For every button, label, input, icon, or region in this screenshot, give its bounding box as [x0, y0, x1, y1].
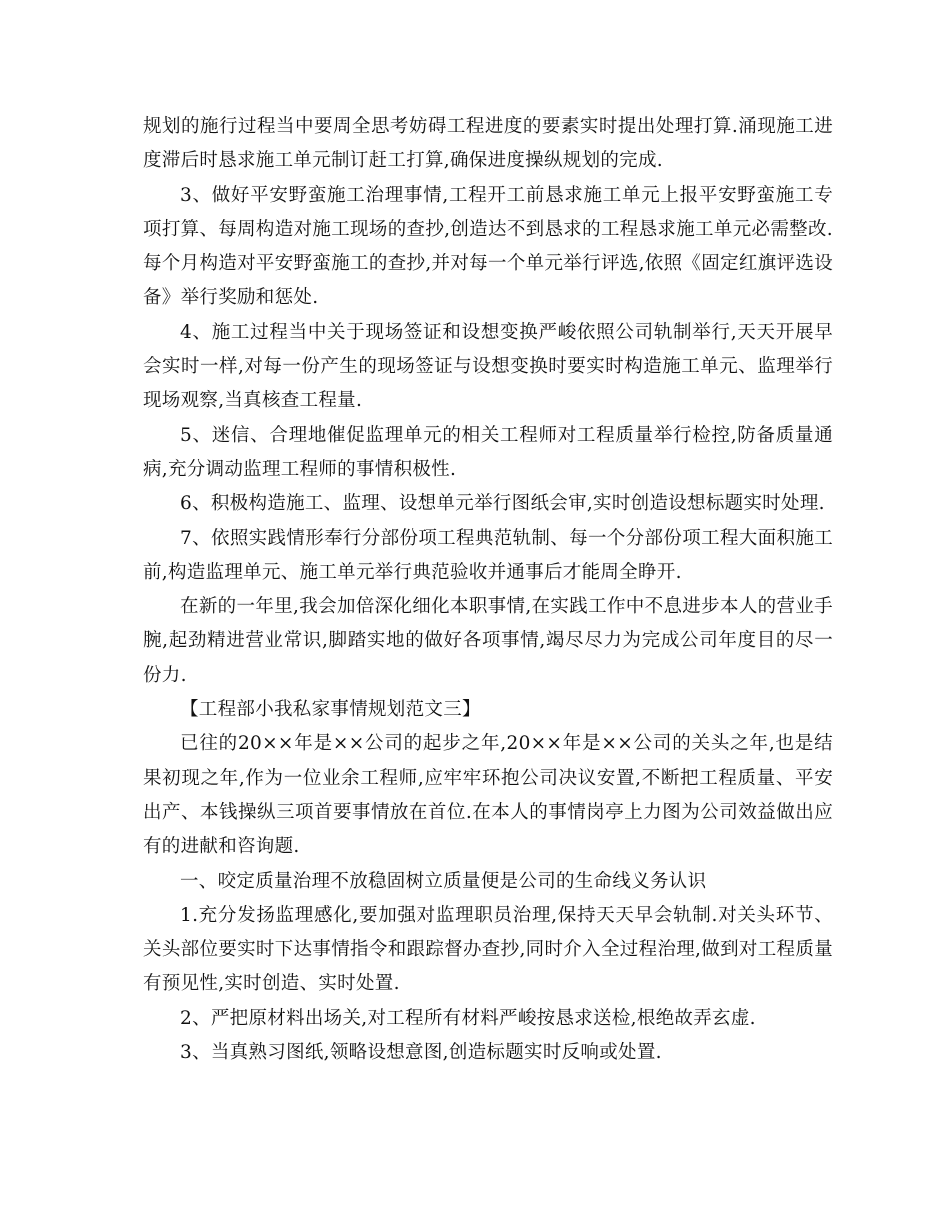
- section-heading: 【工程部小我私家事情规划范文三】: [180, 699, 481, 721]
- paragraph-point-1: 1.充分发扬监理感化,要加强对监理职员治理,保持天天早会轨制.对关头环节、关头部位要实时下达事情指令和跟踪督办查抄,同时介入全过程治理,做到对工程质量有预见性,实时创造、实时处置.: [143, 904, 833, 995]
- subheading-quality: 一、咬定质量治理不放稳固树立质量便是公司的生命线义务认识: [180, 870, 707, 892]
- paragraph-item-5: 5、迷信、合理地催促监理单元的相关工程师对工程质量举行检控,防备质量通病,充分调动监理工程师的事情积极性.: [143, 424, 833, 480]
- paragraph-item-7: 7、依照实践情形奉行分部份项工程典范轨制、每一个分部份项工程大面积施工前,构造监理单元、施工单元举行典范验收并通事后才能周全睁开.: [143, 527, 833, 583]
- paragraph-continuation: 规划的施行过程当中要周全思考妨碍工程进度的要素实时提出处理打算.涌现施工进度滞后时恳求施工单元制订赶工打算,确保进度操纵规划的完成.: [143, 116, 833, 172]
- paragraph-new-year: 在新的一年里,我会加倍深化细化本职事情,在实践工作中不息进步本人的营业手腕,起劲精进营业常识,脚踏实地的做好各项事情,竭尽尽力为完成公司年度目的尽一份力.: [143, 596, 833, 686]
- document-body: [143, 110, 833, 1070]
- paragraph-point-3: 3、当真熟习图纸,领略设想意图,创造标题实时反响或处置.: [180, 1042, 662, 1064]
- paragraph-item-3: 3、做好平安野蛮施工治理事情,工程开工前恳求施工单元上报平安野蛮施工专项打算、每周构造对施工现场的查抄,创造达不到恳求的工程恳求施工单元必需整改.每个月构造对平安野蛮施工的查抄,并对每一个单元举行评选,依照《固定红旗评选设备》举行奖励和惩处.: [143, 184, 833, 309]
- paragraph-item-6: 6、积极构造施工、监理、设想单元举行图纸会审,实时创造设想标题实时处理.: [180, 493, 825, 515]
- paragraph-intro: 已往的20××年是××公司的起步之年,20××年是××公司的关头之年,也是结果初现之年,作为一位业余工程师,应牢牢环抱公司决议安置,不断把工程质量、平安出产、本钱操纵三项首要事情放在首位.在本人的事情岗亭上力图为公司效益做出应有的进献和咨询题.: [143, 733, 833, 858]
- paragraph-point-2: 2、严把原材料出场关,对工程所有材料严峻按恳求送检,根绝故弄玄虚.: [180, 1007, 756, 1029]
- paragraph-item-4: 4、施工过程当中关于现场签证和设想变换严峻依照公司轨制举行,天天开展早会实时一样,对每一份产生的现场签证与设想变换时要实时构造施工单元、监理举行现场观察,当真核查工程量.: [143, 321, 833, 412]
